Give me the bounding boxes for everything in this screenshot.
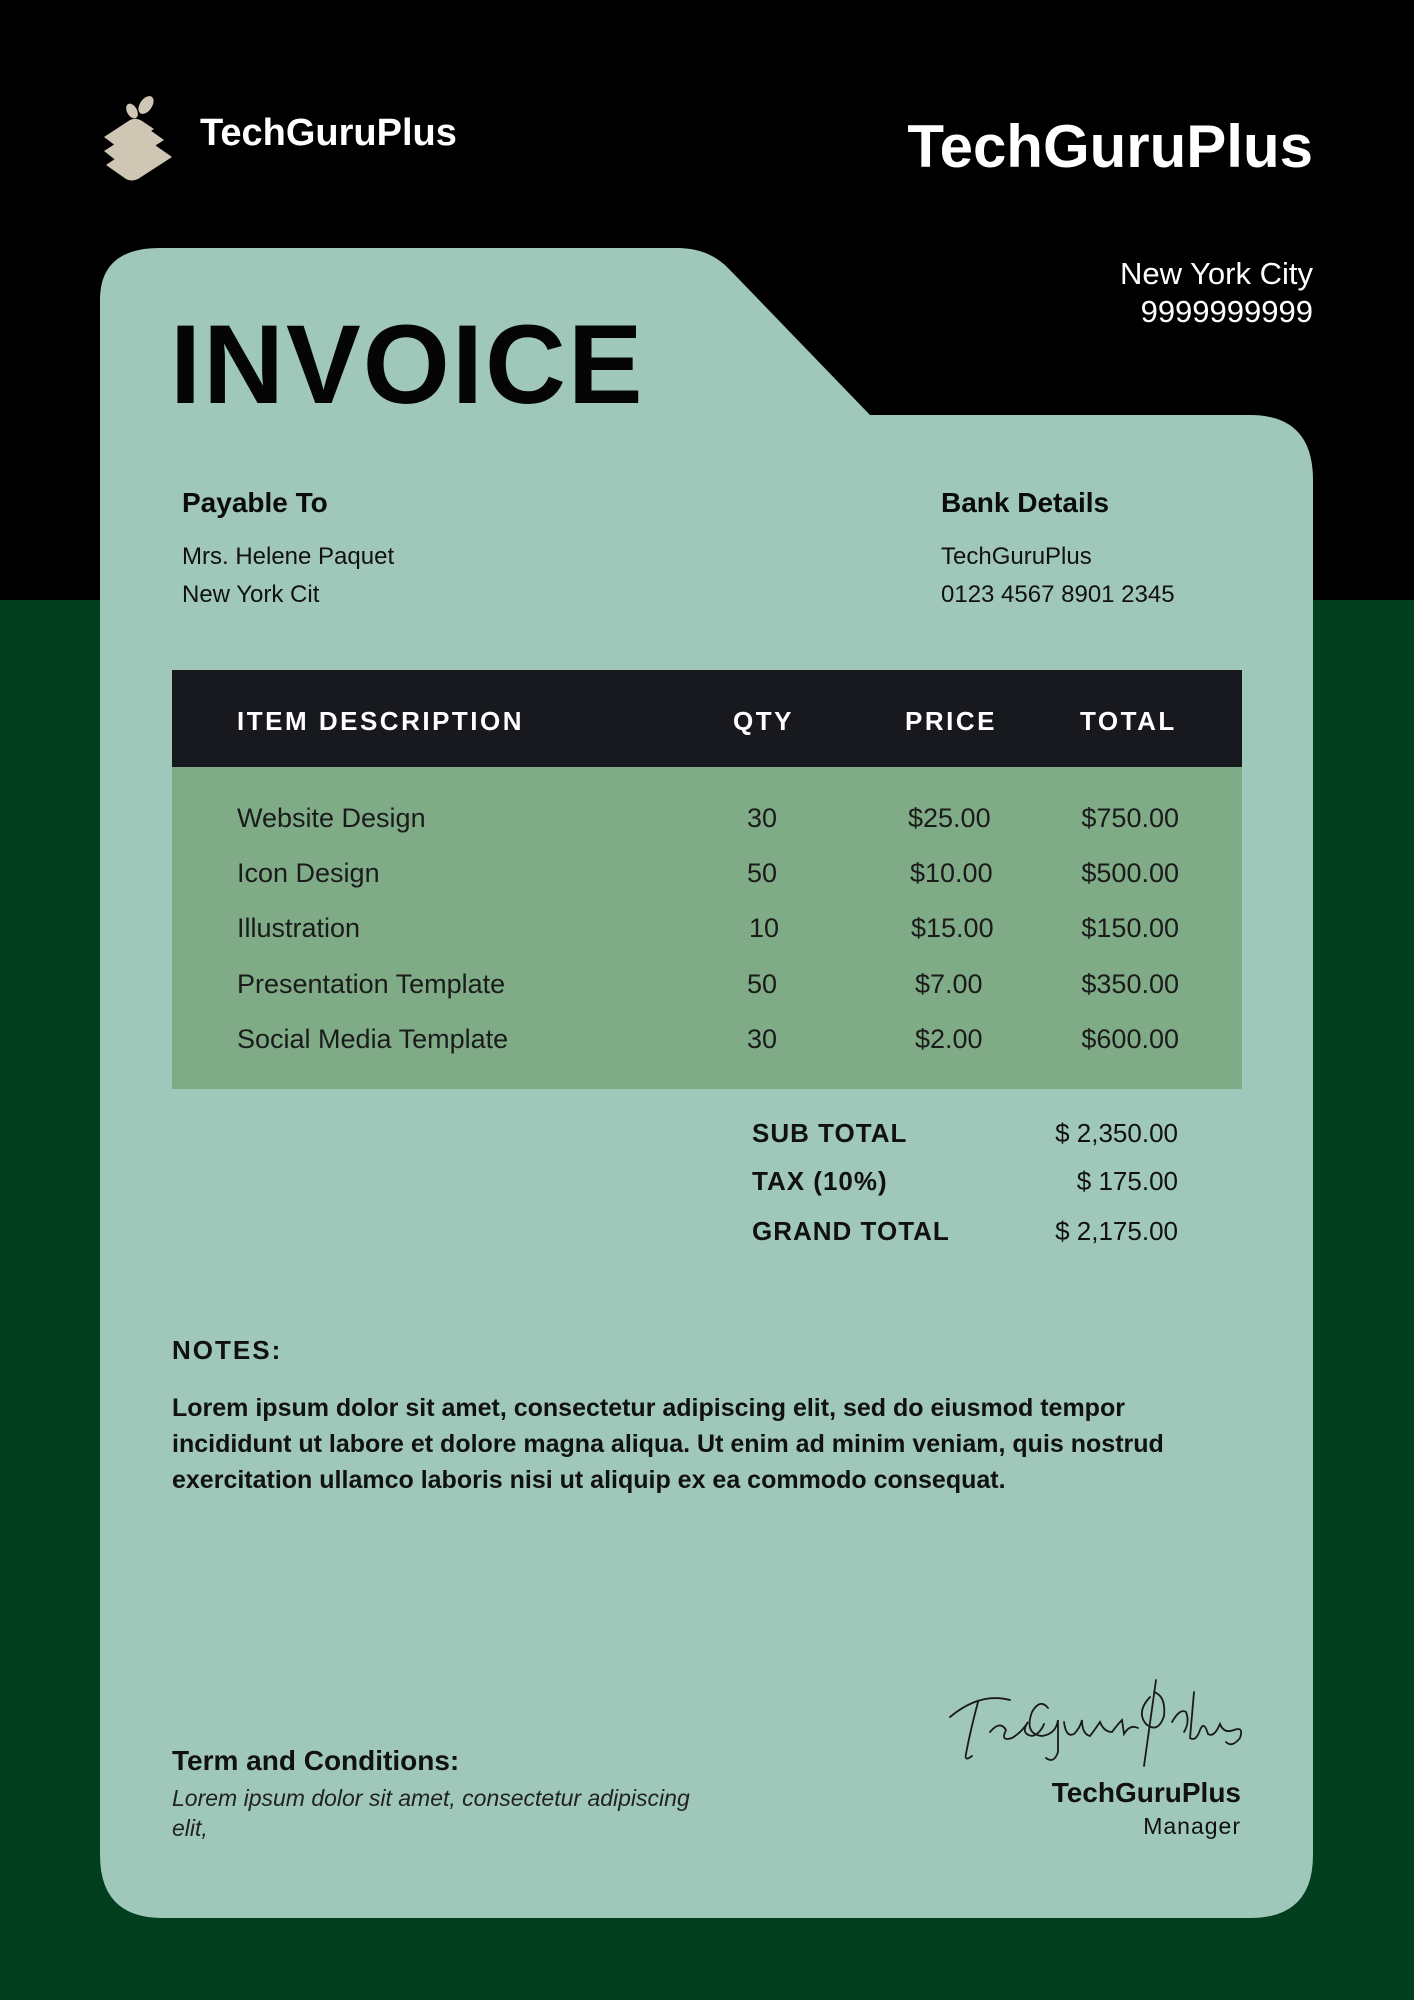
item-total: $500.00	[1081, 858, 1179, 888]
notes-text: Lorem ipsum dolor sit amet, consectetur adipiscing elit, sed do eiusmod tempor incididunt ut labore et dolore magna aliqua. Ut enim ad minim veniam, quis nostrud exercitation ullamco laboris nisi ut aliquip ex ea commodo consequat.	[172, 1394, 1164, 1494]
item-description: Social Media Template	[237, 1024, 509, 1054]
table-row	[172, 803, 1242, 853]
grand-total-label: GRAND TOTAL	[752, 1216, 950, 1246]
item-qty: 30	[747, 803, 778, 833]
column-header-price: PRICE	[905, 706, 997, 736]
item-description: Website Design	[237, 803, 426, 833]
column-header-description: ITEM DESCRIPTION	[237, 706, 525, 736]
item-qty: 30	[747, 1024, 778, 1054]
item-total: $600.00	[1081, 1024, 1179, 1054]
item-qty: 50	[747, 858, 778, 888]
table-row	[172, 969, 1242, 1019]
item-price: $15.00	[911, 913, 994, 943]
bank-account-number: 0123 4567 8901 2345	[941, 581, 1175, 608]
payable-to-heading: Payable To	[182, 487, 328, 518]
table-row	[172, 1024, 1242, 1074]
item-price: $7.00	[915, 969, 983, 999]
subtotal-value: $ 2,350.00	[1055, 1118, 1178, 1148]
item-total: $150.00	[1081, 913, 1179, 943]
notes-label: NOTES:	[172, 1335, 283, 1365]
item-total: $750.00	[1081, 803, 1179, 833]
table-row	[172, 858, 1242, 908]
item-description: Presentation Template	[237, 969, 506, 999]
bank-name: TechGuruPlus	[941, 543, 1092, 570]
grand-total-value: $ 2,175.00	[1055, 1216, 1178, 1246]
payable-to-name: Mrs. Helene Paquet	[182, 543, 395, 570]
table-body	[172, 767, 1242, 1089]
handwritten-signature	[940, 1672, 1250, 1767]
item-price: $25.00	[908, 803, 991, 833]
item-description: Illustration	[237, 913, 361, 943]
item-price: $2.00	[915, 1024, 983, 1054]
tax-label: TAX (10%)	[752, 1166, 888, 1196]
payable-to-city: New York Cit	[182, 581, 320, 608]
subtotal-label: SUB TOTAL	[752, 1118, 908, 1148]
invoice-title: INVOICE	[170, 302, 645, 427]
bank-details-heading: Bank Details	[941, 487, 1110, 518]
item-qty: 50	[747, 969, 778, 999]
item-description: Icon Design	[237, 858, 380, 888]
signatory-role: Manager	[1143, 1813, 1241, 1839]
terms-label: Term and Conditions:	[172, 1745, 460, 1776]
signatory-name: TechGuruPlus	[1051, 1777, 1241, 1808]
table-header	[172, 670, 1242, 767]
tax-value: $ 175.00	[1076, 1166, 1178, 1196]
company-phone: 9999999999	[1140, 294, 1313, 329]
column-header-total: TOTAL	[1080, 706, 1177, 736]
terms-text: Lorem ipsum dolor sit amet, consectetur adipiscing elit,	[172, 1785, 690, 1841]
item-price: $10.00	[910, 858, 993, 888]
brand-logo-text: TechGuruPlus	[200, 112, 457, 154]
company-name: TechGuruPlus	[907, 113, 1313, 180]
table-row	[172, 913, 1242, 963]
item-total: $350.00	[1081, 969, 1179, 999]
column-header-qty: QTY	[733, 706, 794, 736]
company-city: New York City	[1120, 256, 1313, 291]
item-qty: 10	[749, 913, 780, 943]
